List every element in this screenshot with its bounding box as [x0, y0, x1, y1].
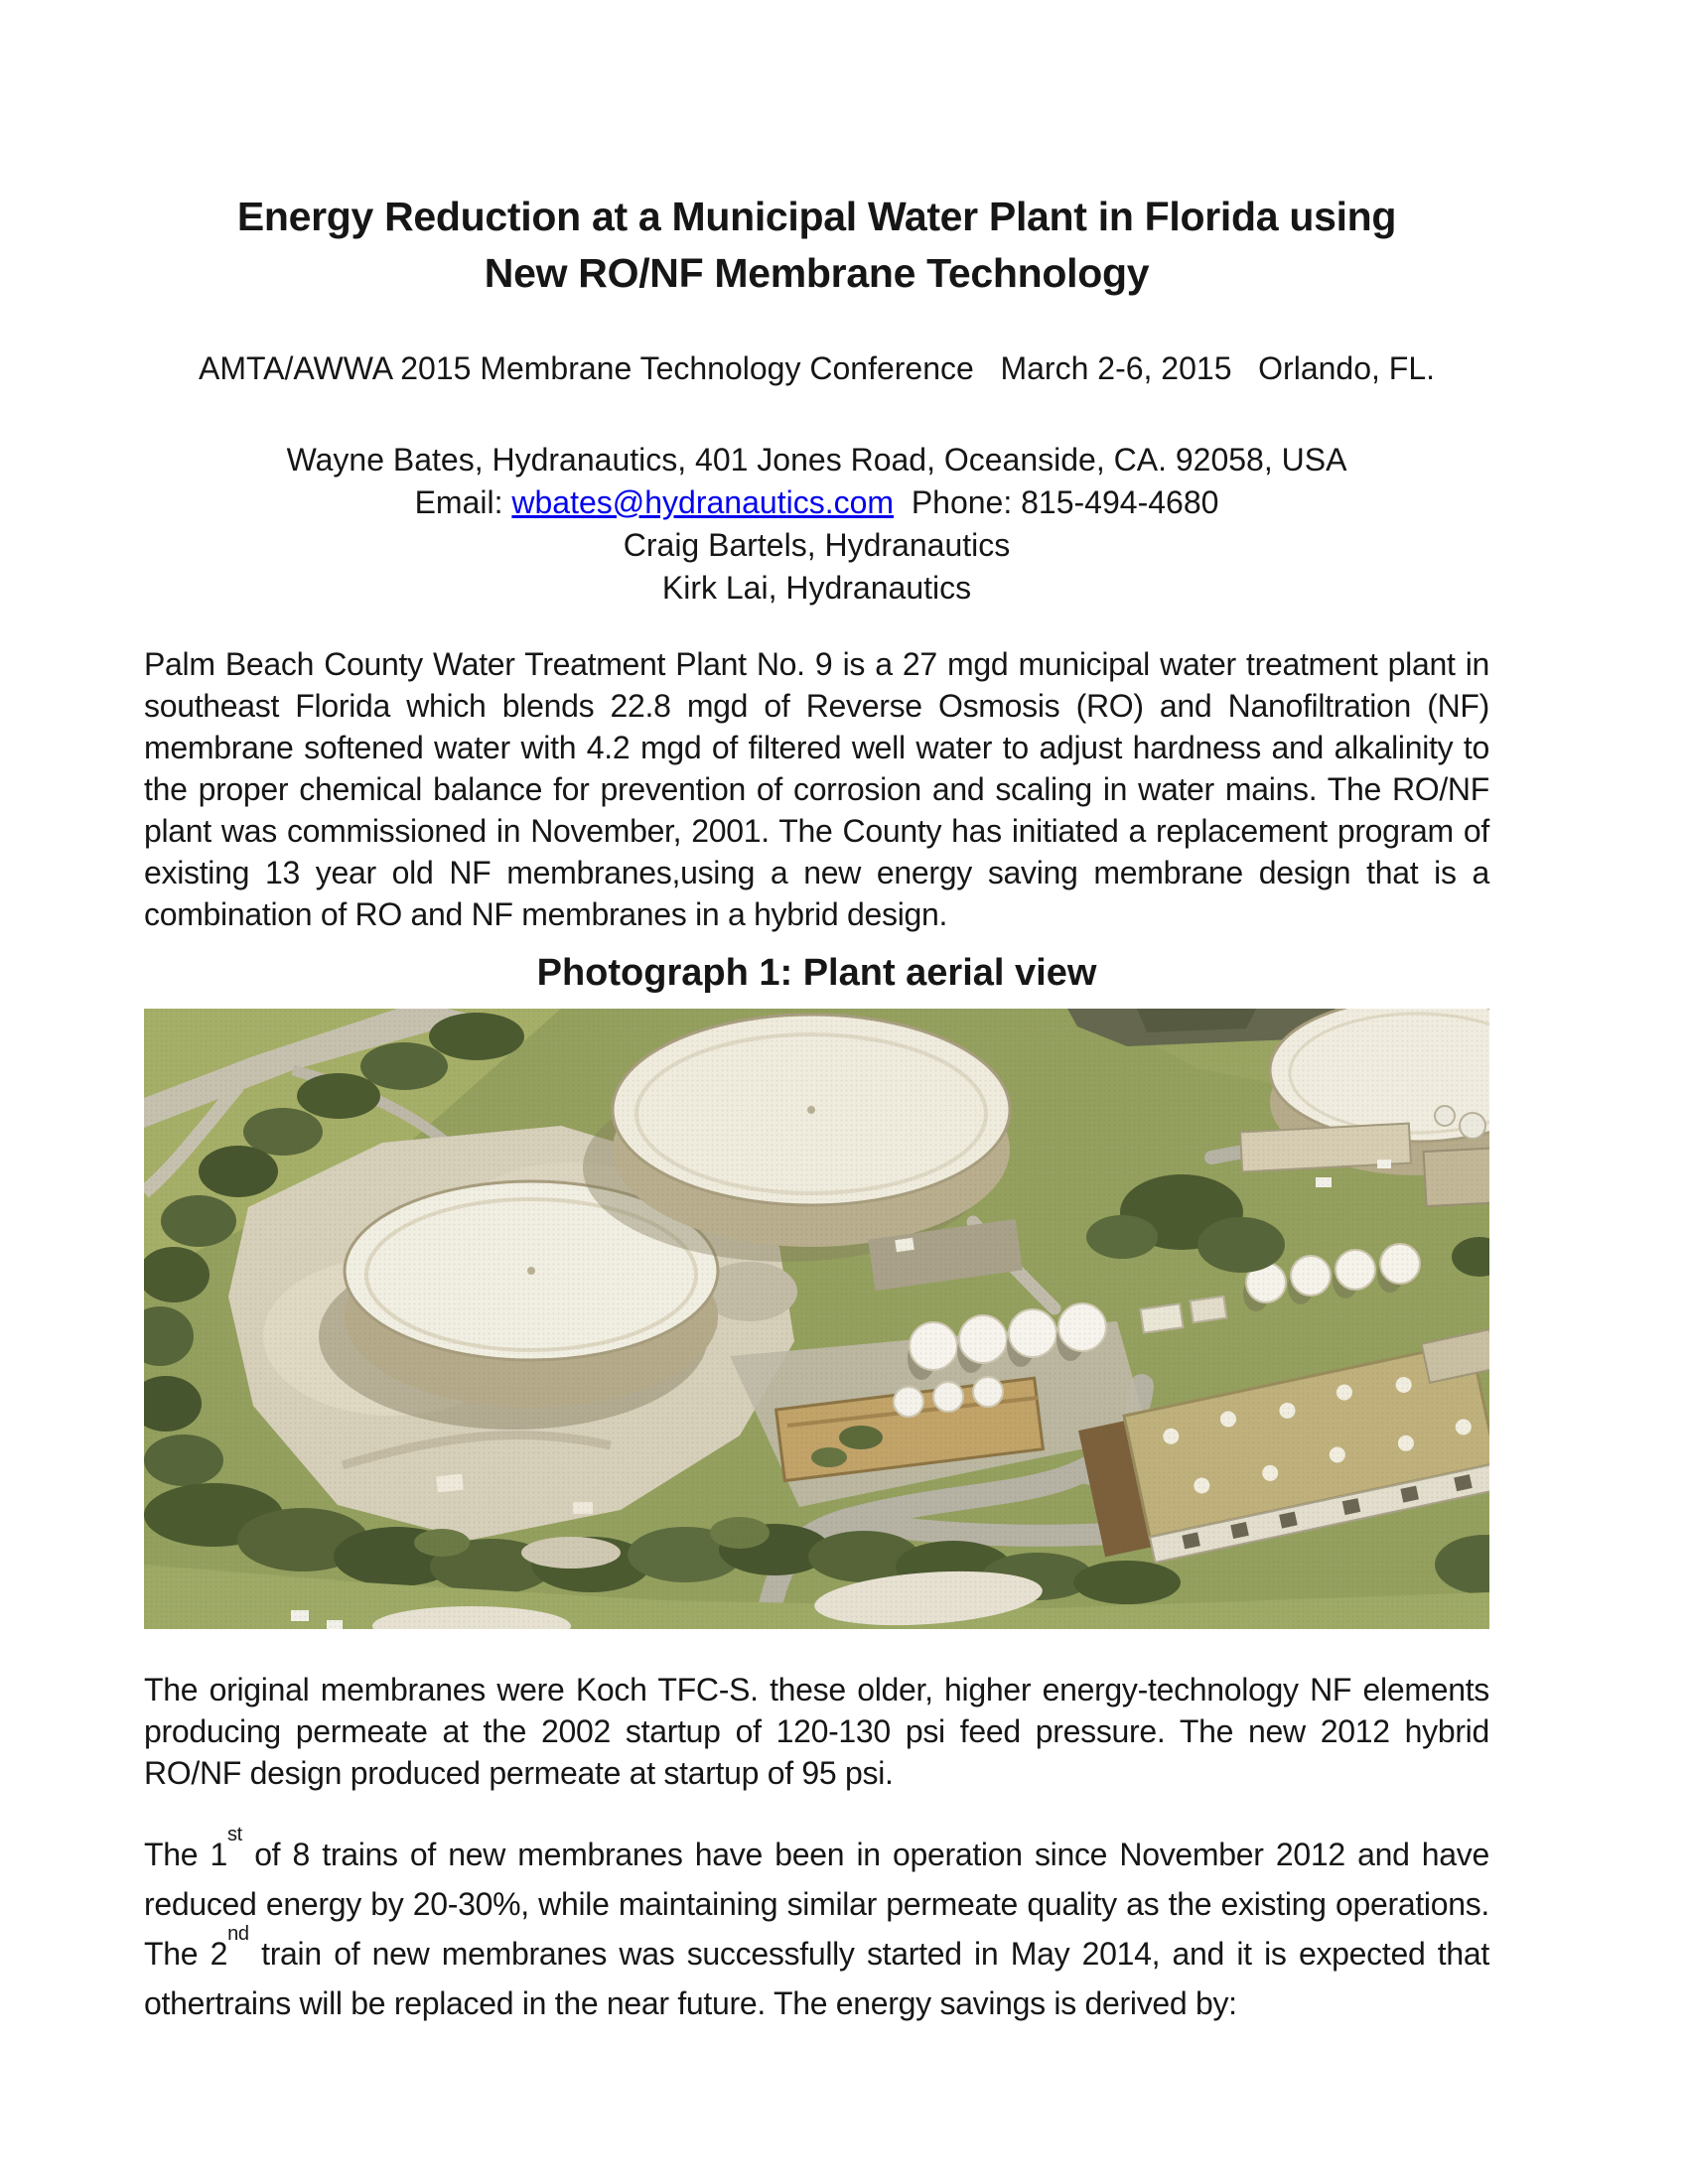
author-block — [144, 439, 1489, 610]
author-line-primary: Wayne Bates, Hydranautics, 401 Jones Road, Oceanside, CA. 92058, USA — [286, 442, 1347, 478]
p3-part2: of 8 trains of new membranes have been in operation since November 2012 and have reduced energy by 20-30%, while maintaining similar permeate quality as the existing operations. The 2 — [144, 1837, 1489, 1972]
email-label: Email: — [414, 484, 512, 520]
halftone-overlay — [144, 1009, 1489, 1629]
document-content — [144, 0, 1489, 2028]
email-link[interactable]: wbates@hydranautics.com — [511, 484, 895, 520]
conference-info: AMTA/AWWA 2015 Membrane Technology Conference March 2-6, 2015 Orlando, FL. — [198, 350, 1436, 386]
p3-sup-st: st — [226, 1824, 242, 1846]
plant-aerial-photo — [144, 1009, 1489, 1629]
document-title — [144, 189, 1489, 302]
p3-part3: train of new membranes was successfully started in May 2014, and it is expected that othertrains will be replaced in the near future. The energy savings is derived by: — [144, 1936, 1489, 2021]
contact-line — [144, 481, 1489, 524]
paragraph-trains — [144, 1824, 1489, 2028]
phone-text: Phone: 815-494-4680 — [894, 484, 1219, 520]
title-line-2: New RO/NF Membrane Technology — [484, 250, 1150, 296]
title-line-1: Energy Reduction at a Municipal Water Plant in Florida using — [236, 194, 1397, 239]
paragraph-intro: Palm Beach County Water Treatment Plant No. 9 is a 27 mgd municipal water treatment plant in southeast Florida which blends 22.8 mgd of Reverse Osmosis (RO) and Nanofiltration (NF) membrane softened water with 4.2 mgd of filtered well water to adjust hardness and alkalinity to the proper chemical balance for prevention of corrosion and scaling in water mains. The RO/NF plant was commissioned in November, 2001. The County has initiated a replacement program of existing 13 year old NF membranes,using a new energy saving membrane design that is a combination of RO and NF membranes in a hybrid design. — [144, 646, 1489, 932]
photo-caption: Photograph 1: Plant aerial view — [536, 952, 1097, 994]
p3-sup-nd: nd — [227, 1923, 249, 1946]
author-line-3: Kirk Lai, Hydranautics — [661, 570, 972, 606]
plant-aerial-photo-graphic — [144, 1009, 1489, 1629]
paragraph-membranes: The original membranes were Koch TFC-S. these older, higher energy-technology NF elements producing permeate at the 2002 startup of 120-130 psi feed pressure. The new 2012 hybrid RO/NF design produced permeate at startup of 95 psi. — [144, 1672, 1489, 1791]
author-line-2: Craig Bartels, Hydranautics — [623, 527, 1011, 563]
p3-part1: The 1 — [144, 1837, 227, 1872]
